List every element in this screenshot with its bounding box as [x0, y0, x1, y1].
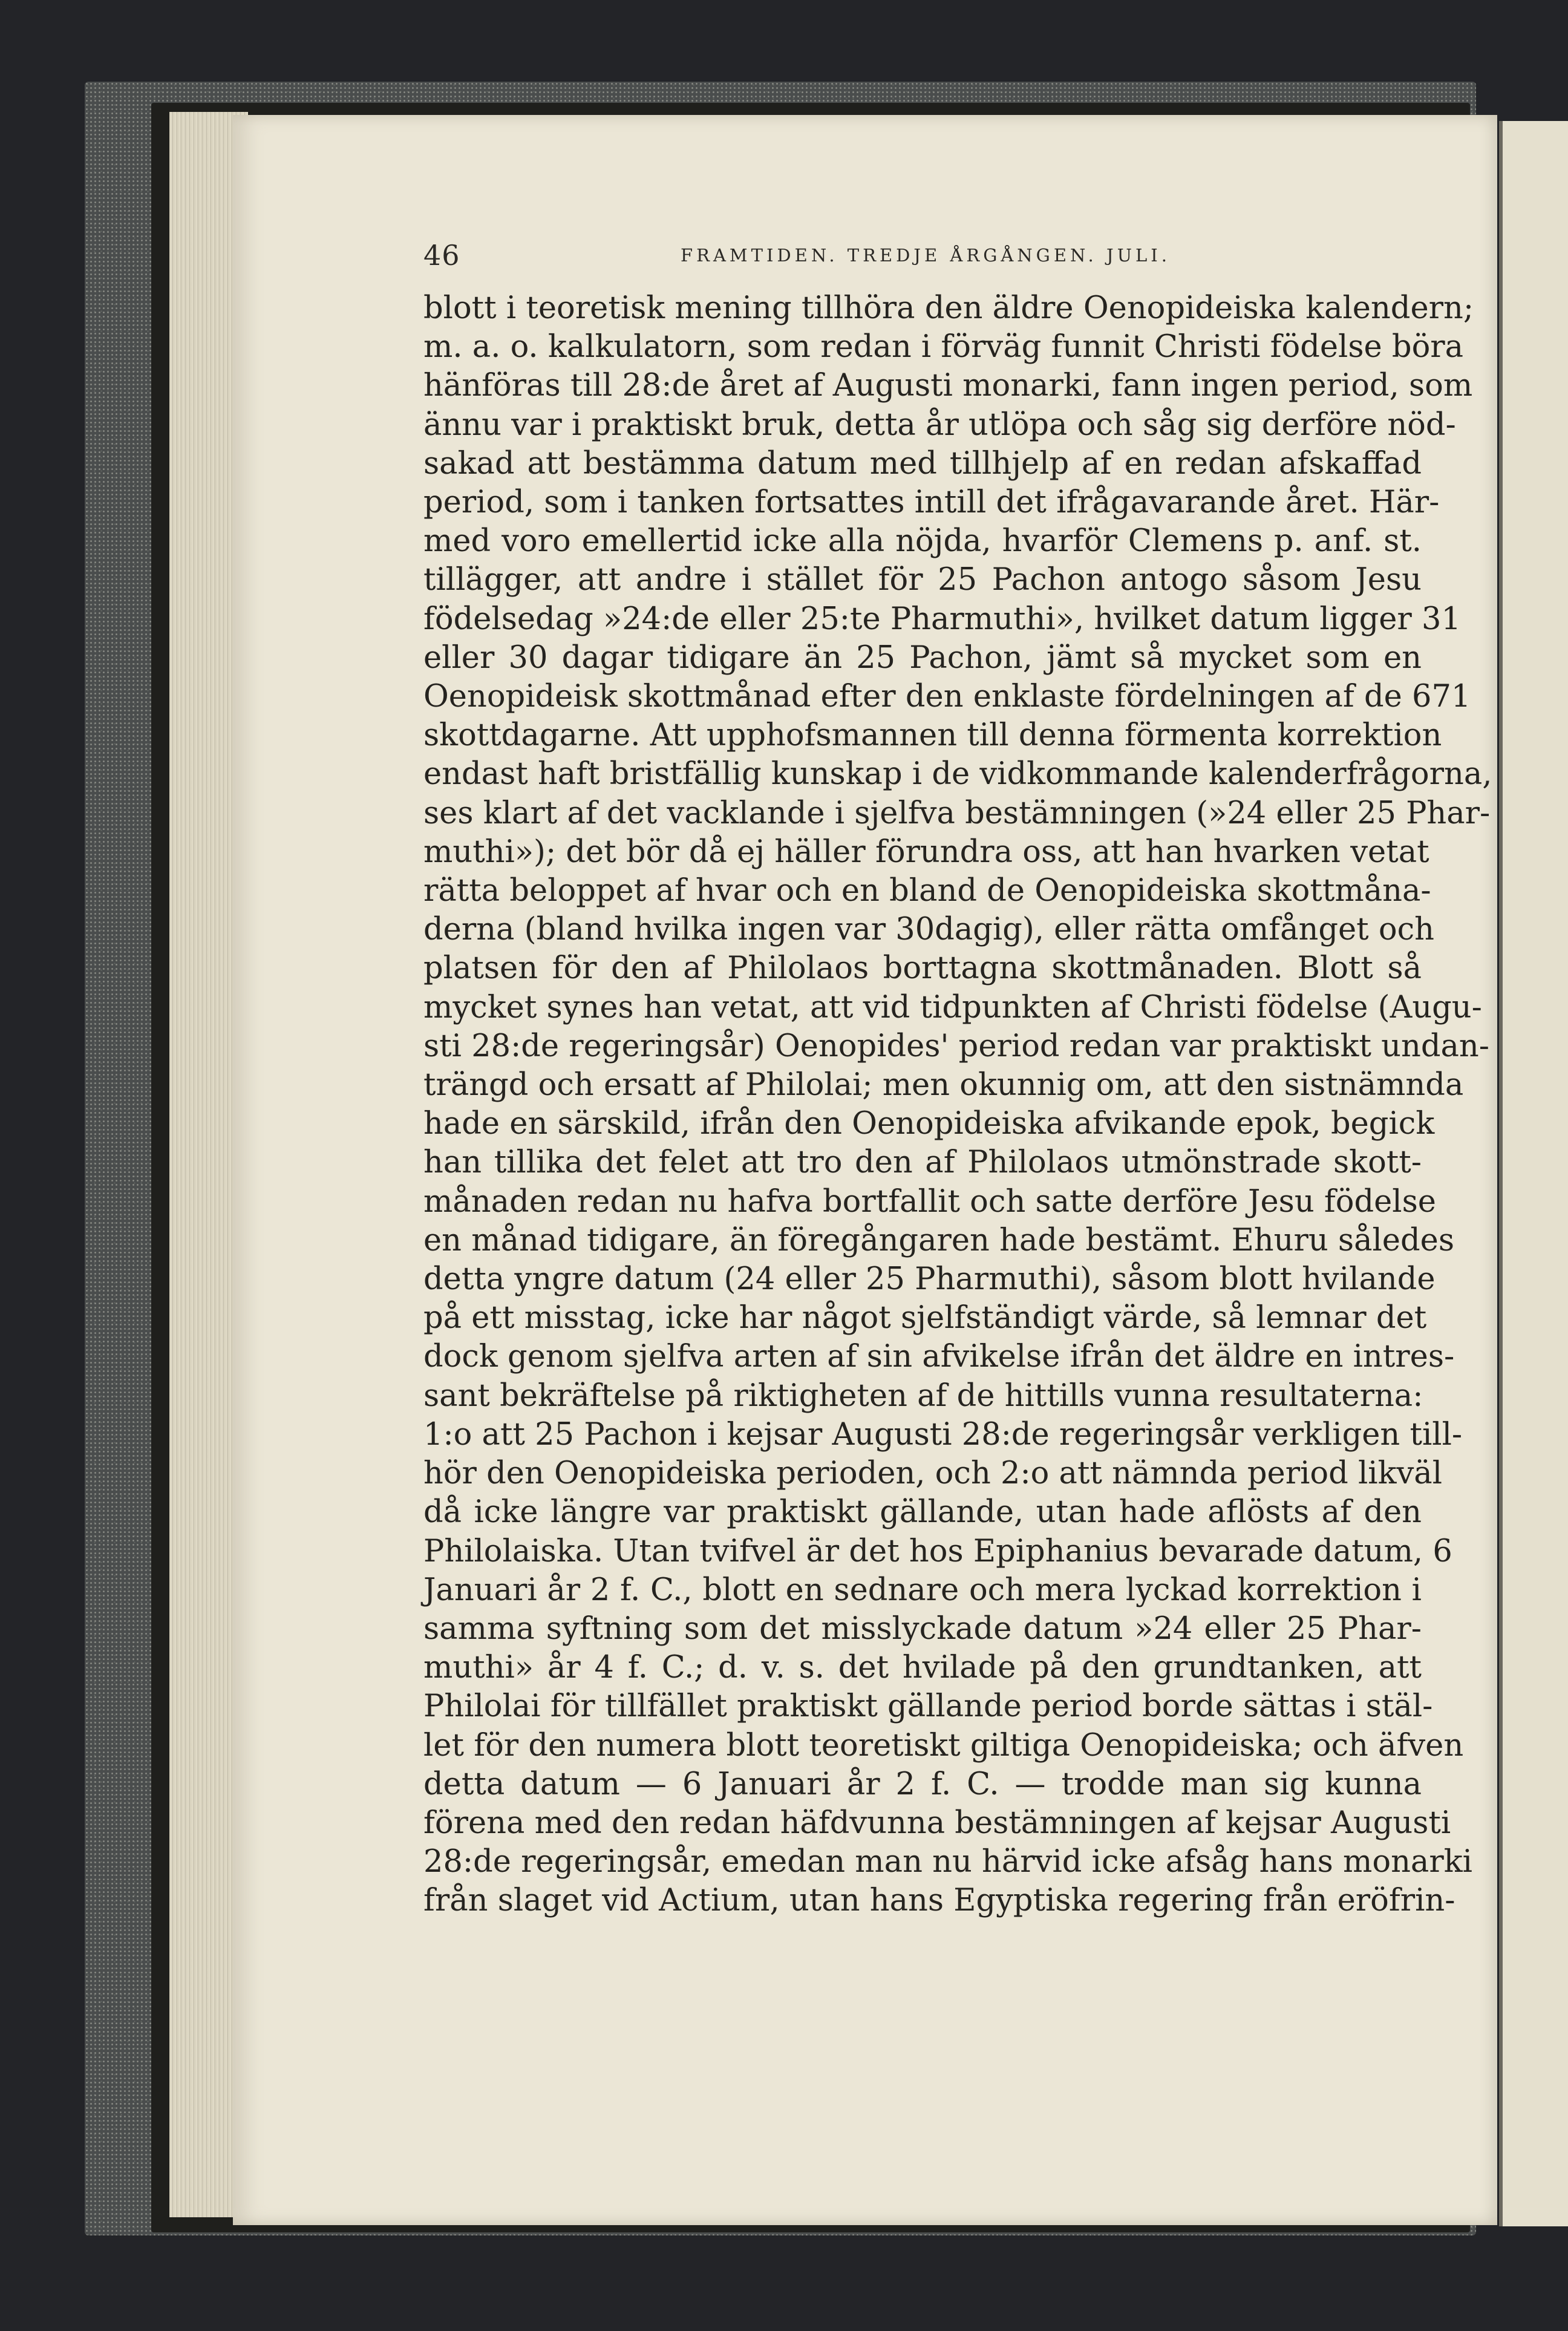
page-number: 46: [423, 239, 460, 272]
facing-page-edge: [1499, 121, 1568, 2226]
text-line: muthi»); det bör då ej häller förundra oss, att han hvarken vetat: [423, 834, 1429, 870]
text-line: m. a. o. kalkulatorn, som redan i förväg funnit Christi födelse böra: [423, 329, 1464, 365]
text-line: ännu var i praktiskt bruk, detta år utlöpa och såg sig derföre nöd-: [423, 407, 1456, 443]
text-line: sant bekräftelse på riktigheten af de hittills vunna resultaterna:: [423, 1378, 1423, 1414]
text-line: detta yngre datum (24 eller 25 Pharmuthi), såsom blott hvilande: [423, 1261, 1436, 1298]
text-line: från slaget vid Actium, utan hans Egyptiska regering från eröfrin-: [423, 1883, 1455, 1919]
text-line: sti 28:de regeringsår) Oenopides' period redan var praktiskt undan-: [423, 1028, 1489, 1064]
text-line: han tillika det felet att tro den af Philolaos utmönstrade skott-: [423, 1145, 1422, 1181]
text-line: hör den Oenopideiska perioden, och 2:o att nämnda period likväl: [423, 1456, 1443, 1492]
text-line: hänföras till 28:de året af Augusti monarki, fann ingen period, som: [423, 368, 1473, 404]
text-line: sakad att bestämma datum med tillhjelp af en redan afskaffad: [423, 445, 1422, 482]
text-line: platsen för den af Philolaos borttagna skottmånaden. Blott så: [423, 950, 1422, 987]
text-line: samma syftning som det misslyckade datum »24 eller 25 Phar-: [423, 1610, 1422, 1647]
text-line: Philolai för tillfället praktiskt gällande period borde sättas i stäl-: [423, 1689, 1433, 1725]
text-line: eller 30 dagar tidigare än 25 Pachon, jämt så mycket som en: [423, 639, 1422, 676]
text-line: tillägger, att andre i stället för 25 Pachon antogo såsom Jesu: [423, 562, 1422, 598]
text-line: let för den numera blott teoretiskt giltiga Oenopideiska; och äfven: [423, 1727, 1464, 1764]
text-line: med voro emellertid icke alla nöjda, hvarför Clemens p. anf. st.: [423, 523, 1422, 560]
text-line: blott i teoretisk mening tillhöra den äldre Oenopideiska kalendern;: [423, 290, 1474, 326]
text-line: derna (bland hvilka ingen var 30dagig), eller rätta omfånget och: [423, 912, 1434, 948]
text-line: 1:o att 25 Pachon i kejsar Augusti 28:de regeringsår verkligen till-: [423, 1416, 1463, 1453]
text-line: Oenopideisk skottmånad efter den enklaste fördelningen af de 671: [423, 679, 1471, 715]
text-line: rätta beloppet af hvar och en bland de Oenopideiska skottmåna-: [423, 873, 1431, 909]
page-header: [423, 239, 1428, 275]
running-head: FRAMTIDEN. TREDJE ÅRGÅNGEN. JULI.: [681, 245, 1171, 266]
text-line: dock genom sjelfva arten af sin afvikelse ifrån det äldre en intres-: [423, 1339, 1455, 1375]
text-line: födelsedag »24:de eller 25:te Pharmuthi», hvilket datum ligger 31: [423, 601, 1461, 637]
text-line: hade en särskild, ifrån den Oenopideiska afvikande epok, begick: [423, 1106, 1435, 1142]
text-line: detta datum — 6 Januari år 2 f. C. — trodde man sig kunna: [423, 1766, 1422, 1802]
text-line: då icke längre var praktiskt gällande, utan hade aflösts af den: [423, 1494, 1422, 1531]
text-line: på ett misstag, icke har något sjelfständigt värde, så lemnar det: [423, 1300, 1427, 1336]
text-line: Philolaiska. Utan tvifvel är det hos Epiphanius bevarade datum, 6: [423, 1533, 1452, 1569]
text-line: period, som i tanken fortsattes intill det ifrågavarande året. Här-: [423, 485, 1440, 521]
text-line: skottdagarne. Att upphofsmannen till denna förmenta korrektion: [423, 718, 1442, 754]
text-line: ses klart af det vacklande i sjelfva bestämningen (»24 eller 25 Phar-: [423, 795, 1491, 831]
text-line: en månad tidigare, än föregångaren hade bestämt. Ehuru således: [423, 1222, 1454, 1258]
text-line: endast haft bristfällig kunskap i de vidkommande kalenderfrågorna,: [423, 756, 1492, 793]
body-text: [423, 289, 1492, 1921]
text-line: trängd och ersatt af Philolai; men okunnig om, att den sistnämnda: [423, 1067, 1464, 1103]
text-line: mycket synes han vetat, att vid tidpunkten af Christi födelse (Augu-: [423, 989, 1482, 1025]
text-line: förena med den redan häfdvunna bestämningen af kejsar Augusti: [423, 1805, 1451, 1841]
text-line: muthi» år 4 f. C.; d. v. s. det hvilade på den grundtanken, att: [423, 1650, 1422, 1686]
text-line: 28:de regeringsår, emedan man nu härvid icke afsåg hans monarki: [423, 1844, 1472, 1880]
text-line: Januari år 2 f. C., blott en sednare och mera lyckad korrektion i: [423, 1572, 1422, 1608]
text-line: månaden redan nu hafva bortfallit och satte derföre Jesu födelse: [423, 1183, 1436, 1220]
